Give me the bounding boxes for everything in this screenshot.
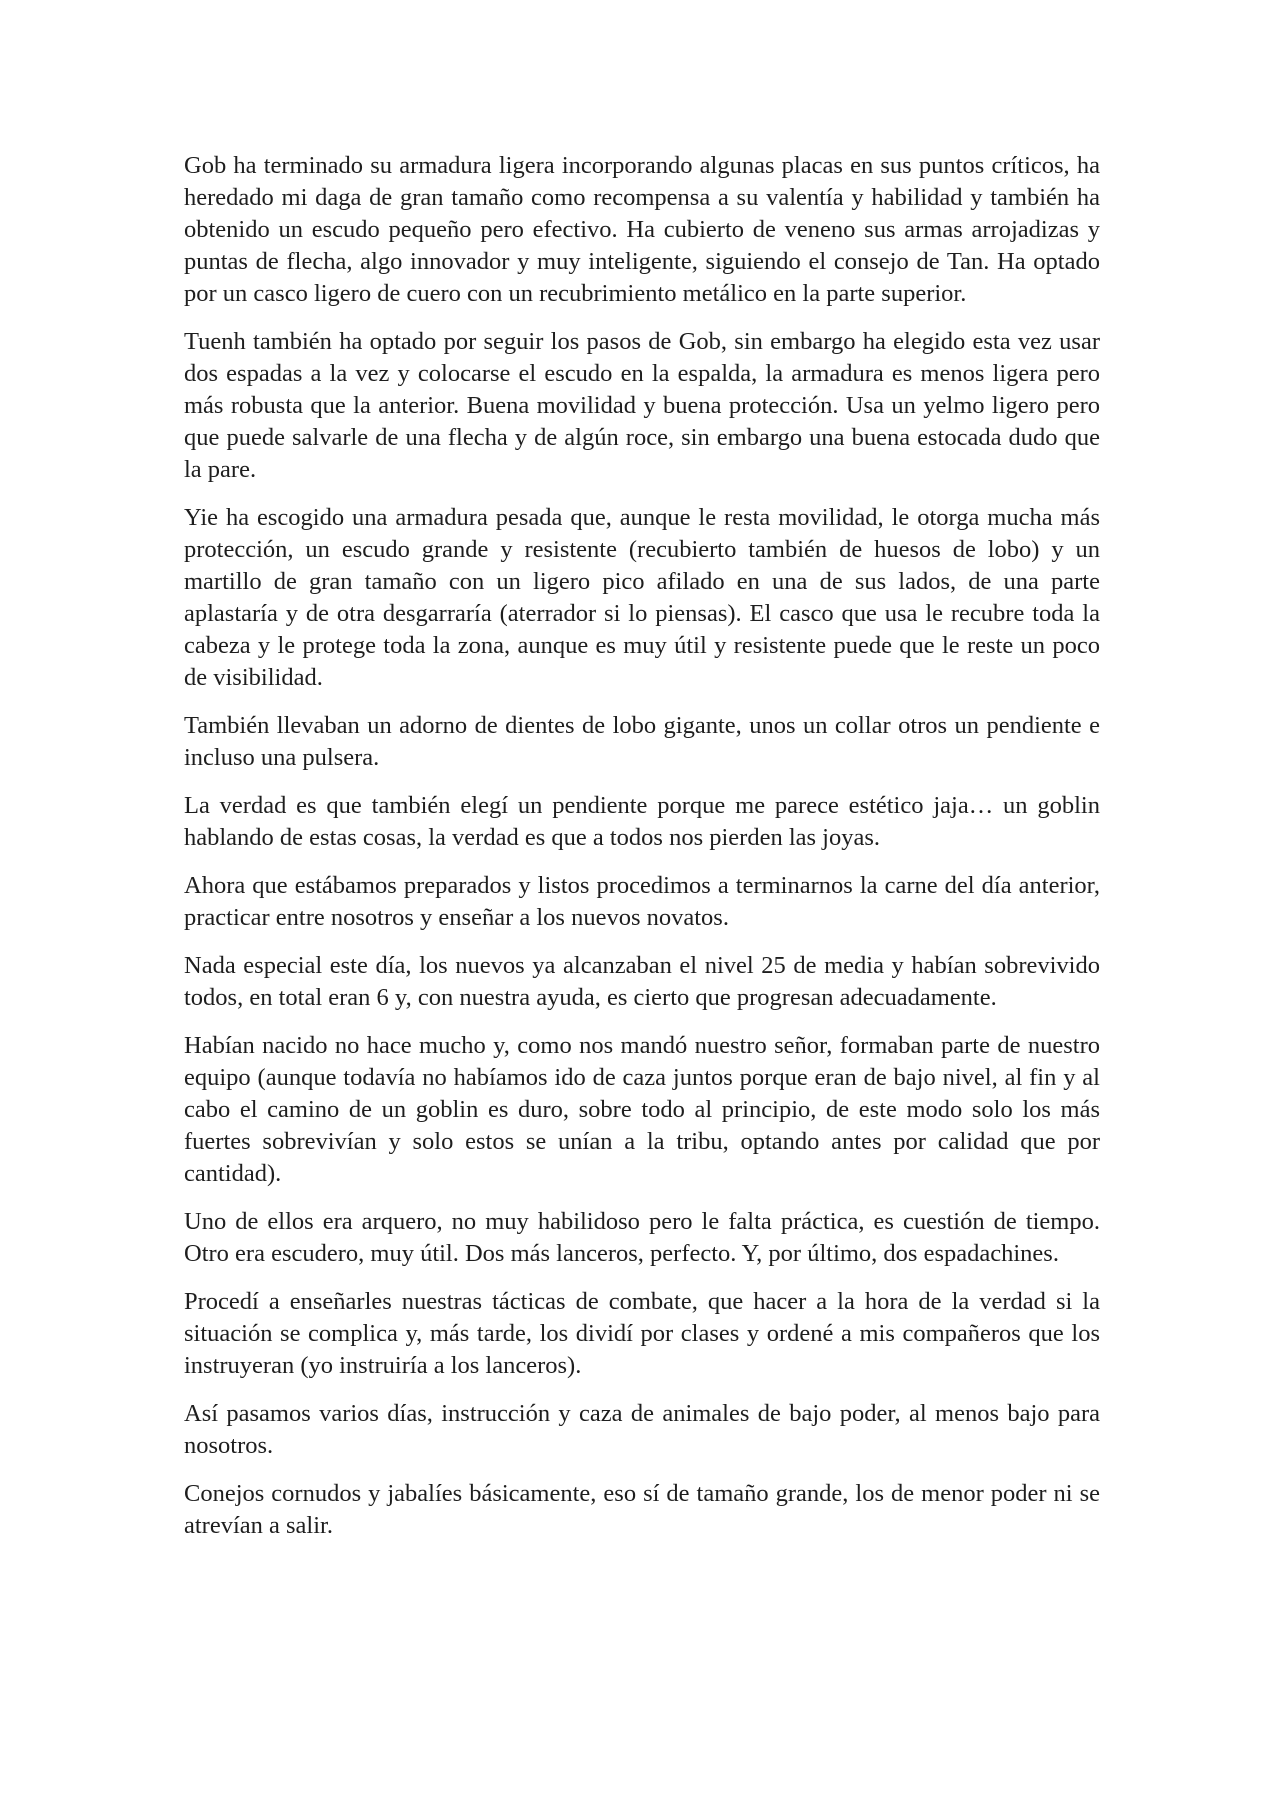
paragraph-5: La verdad es que también elegí un pendiente porque me parece estético jaja… un goblin hablando de estas cosas, la verdad es que a todos nos pierden las joyas. xyxy=(184,792,1100,851)
paragraph-11: Así pasamos varios días, instrucción y caza de animales de bajo poder, al menos bajo para nosotros. xyxy=(184,1400,1100,1459)
paragraph-3: Yie ha escogido una armadura pesada que, aunque le resta movilidad, le otorga mucha más protección, un escudo grande y resistente (recubierto también de huesos de lobo) y un martillo de gran tamaño con un ligero pico afilado en una de sus lados, de una parte aplastaría y de otra desgarraría (aterrador si lo piensas). El casco que usa le recubre toda la cabeza y le protege toda la zona, aunque es muy útil y resistente puede que le reste un poco de visibilidad. xyxy=(184,504,1100,691)
document-body xyxy=(184,150,1100,1558)
paragraph-2: Tuenh también ha optado por seguir los pasos de Gob, sin embargo ha elegido esta vez usar dos espadas a la vez y colocarse el escudo en la espalda, la armadura es menos ligera pero más robusta que la anterior. Buena movilidad y buena protección. Usa un yelmo ligero pero que puede salvarle de una flecha y de algún roce, sin embargo una buena estocada dudo que la pare. xyxy=(184,328,1100,483)
paragraph-1: Gob ha terminado su armadura ligera incorporando algunas placas en sus puntos críticos, ha heredado mi daga de gran tamaño como recompensa a su valentía y habilidad y también ha obtenido un escudo pequeño pero efectivo. Ha cubierto de veneno sus armas arrojadizas y puntas de flecha, algo innovador y muy inteligente, siguiendo el consejo de Tan. Ha optado por un casco ligero de cuero con un recubrimiento metálico en la parte superior. xyxy=(184,152,1100,307)
paragraph-12: Conejos cornudos y jabalíes básicamente, eso sí de tamaño grande, los de menor poder ni se atrevían a salir. xyxy=(184,1480,1100,1539)
paragraph-7: Nada especial este día, los nuevos ya alcanzaban el nivel 25 de media y habían sobrevivido todos, en total eran 6 y, con nuestra ayuda, es cierto que progresan adecuadamente. xyxy=(184,952,1100,1011)
paragraph-10: Procedí a enseñarles nuestras tácticas de combate, que hacer a la hora de la verdad si la situación se complica y, más tarde, los dividí por clases y ordené a mis compañeros que los instruyeran (yo instruiría a los lanceros). xyxy=(184,1288,1100,1379)
paragraph-6: Ahora que estábamos preparados y listos procedimos a terminarnos la carne del día anterior, practicar entre nosotros y enseñar a los nuevos novatos. xyxy=(184,872,1100,931)
paragraph-4: También llevaban un adorno de dientes de lobo gigante, unos un collar otros un pendiente e incluso una pulsera. xyxy=(184,712,1100,771)
paragraph-8: Habían nacido no hace mucho y, como nos mandó nuestro señor, formaban parte de nuestro equipo (aunque todavía no habíamos ido de caza juntos porque eran de bajo nivel, al fin y al cabo el camino de un goblin es duro, sobre todo al principio, de este modo solo los más fuertes sobrevivían y solo estos se unían a la tribu, optando antes por calidad que por cantidad). xyxy=(184,1032,1100,1187)
paragraph-9: Uno de ellos era arquero, no muy habilidoso pero le falta práctica, es cuestión de tiempo. Otro era escudero, muy útil. Dos más lanceros, perfecto. Y, por último, dos espadachines. xyxy=(184,1208,1100,1267)
